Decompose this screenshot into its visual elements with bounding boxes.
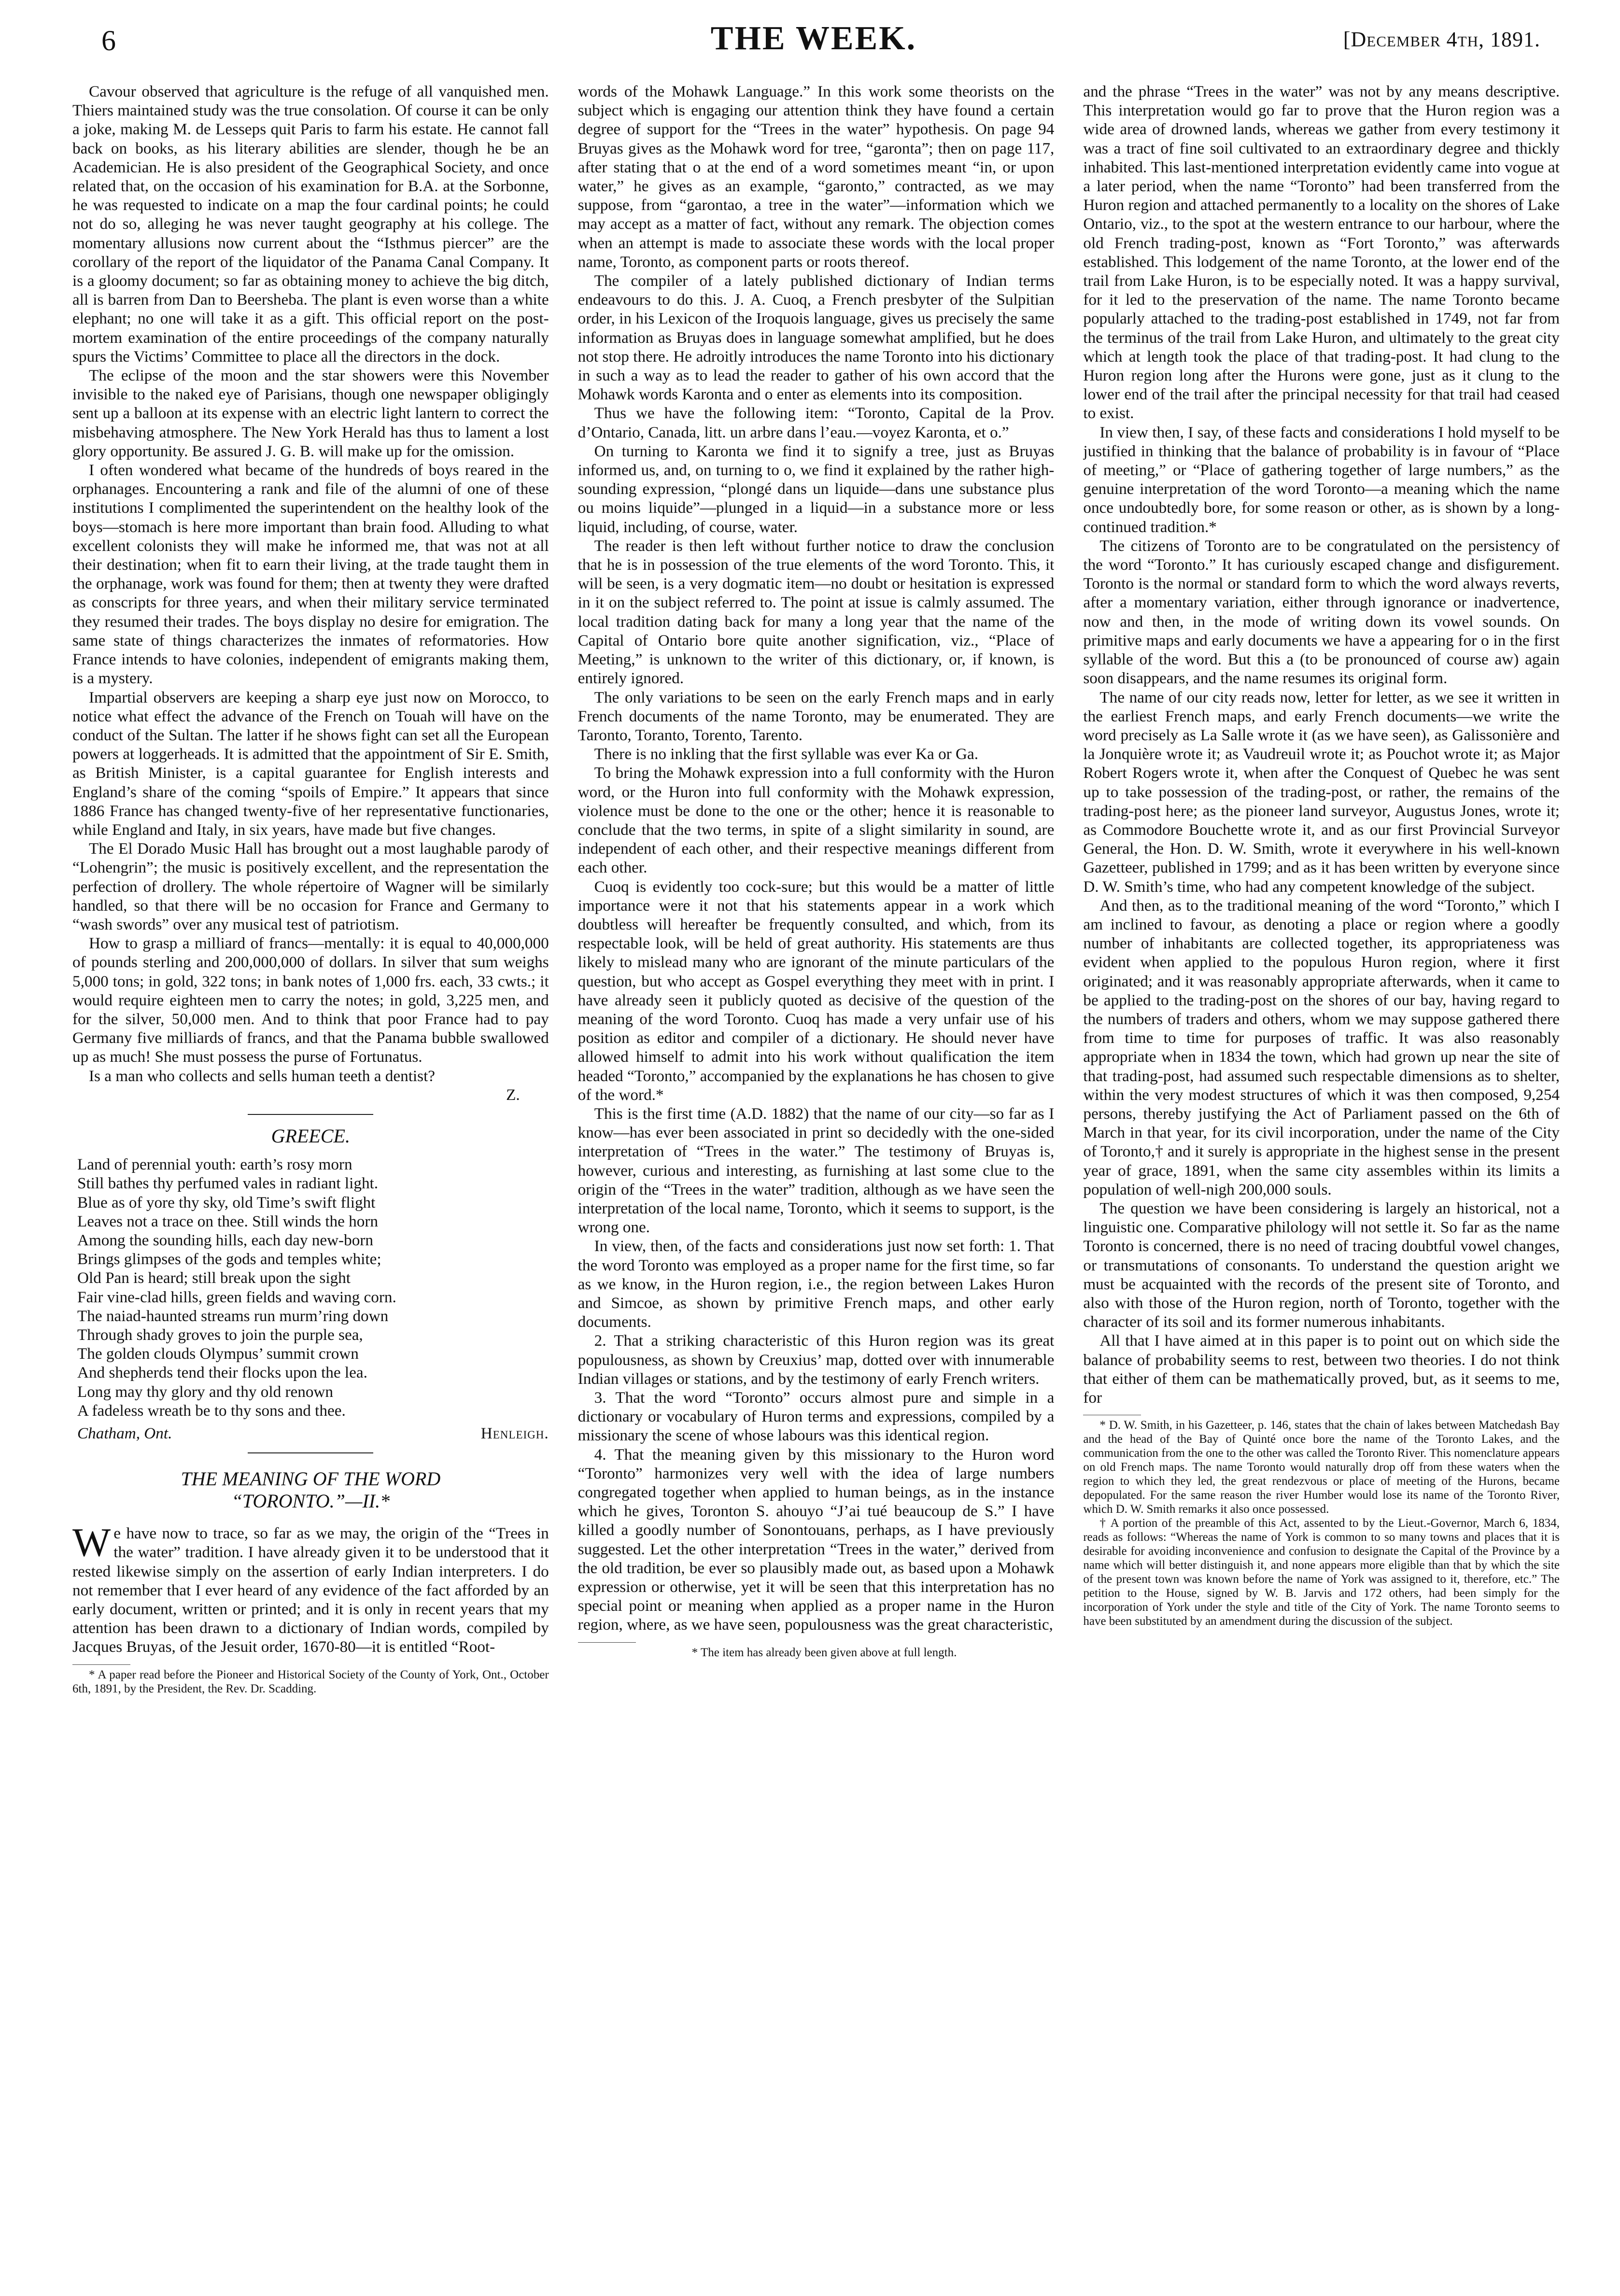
paragraph: and the phrase “Trees in the water” was not by any means descriptive. This interpretation would go far to prove that the Huron region was a wide area of drowned lands, whereas we gather from every testimony it was a tract of fine soil cultivated to an extraordinary degree and thickly inhabited. This last-mentioned interpretation evidently came into vogue at a later period, when the name “Toronto” had been transferred from the Huron region and attached permanently to a locality on the shores of Lake Ontario, viz., to the spot at the western entrance to our harbour, where the old French trading-post, known as “Fort Toronto,” was afterwards established. This lodgement of the name Toronto, at the lower end of the trail from Lake Huron, is to be especially noted. It was a happy survival, for it led to the preservation of the name. The name Toronto became popularly attached to the trading-post established in 1749, not far from the terminus of the trail from Lake Huron, and ultimately to the great city which at length took the place of that trading-post. It had clung to the Huron region long after the Hurons were gone, just as it clung to the lower end of the trail after the principal necessity for that trail had ceased to exist. <box>1083 83 1560 423</box>
issue-date: [December 4th, 1891. <box>1343 28 1540 51</box>
poem-line: Land of perennial youth: earth’s rosy morn <box>77 1155 352 1174</box>
paragraph: The compiler of a lately published dictionary of Indian terms endeavours to do this. J. A. Cuoq, a French presbyter of the Sulpitian order, in his Lexicon of the Iroquois language, gives us precisely the same information as Bruyas does in language somewhat amplified, but he does not stop there. He adroitly introduces the name Toronto into his dictionary in such a way as to lead the reader to gather of his own accord that the Mohawk words Karonta and o enter as elements into its composition. <box>578 272 1055 404</box>
paragraph: words of the Mohawk Language.” In this work some theorists on the subject which is engaging our attention think they have found a certain degree of support for the “Trees in the water” hypothesis. On page 94 Bruyas gives as the Mohawk word for tree, “garonta”; then on page 117, after stating that o at the end of a word sometimes meant “in, or upon water,” he gives as an example, “garonto,” contracted, as we may suppose, from “garontao, a tree in the water”—information which we may accept as a matter of fact, without any remark. The objection comes when an attempt is made to associate these words with the local proper name, Toronto, as component parts or roots thereof. <box>578 83 1055 271</box>
poem-line: Among the sounding hills, each day new-born <box>77 1231 373 1249</box>
masthead-title: THE WEEK. <box>710 20 917 57</box>
column-2 <box>578 82 1055 1696</box>
paragraph: The question we have been considering is largely an historical, not a linguistic one. Comparative philology will not settle it. So far as the name Toronto is concerned, there is no need of tracing doubtful vowel changes, or transmutations of consonants. To understand the question aright we must be acquainted with the records of the present site of Toronto, and also with those of the Huron region, north of Toronto, together with the character of its soil and its former numerous inhabitants. <box>1083 1199 1560 1331</box>
paragraph: To bring the Mohawk expression into a full conformity with the Huron word, or the Huron into full conformity with the Mohawk expression, violence must be done to the one or the other; hence it is reasonable to conclude that the two terms, in spite of a slight similarity in sound, are independent of each other, and their respective meanings different from each other. <box>578 764 1055 877</box>
essay-title-line: “TORONTO.”—II.* <box>231 1490 390 1512</box>
poem-author: Henleigh. <box>480 1424 549 1443</box>
paragraph: The name of our city reads now, letter for letter, as we see it written in the earliest French maps, and early French documents—we write the word precisely as La Salle wrote it (as we have seen), as Galissonière and la Jonquière wrote it; as Vaudreuil wrote it; as Pouchot wrote it; as Major Robert Rogers wrote it, when after the Conquest of Quebec he was sent up to take possession of the trading-post, or rather, the remains of the trading-post here; as the pioneer land surveyor, Augustus Jones, wrote it; as Commodore Bouchette wrote it, and as our first Provincial Surveyor General, the Hon. D. W. Smith, wrote it everywhere in his well-known Gazetteer, published in 1799; and as it has been written by everyone since D. W. Smith’s time, who had any competent knowledge of the subject. <box>1083 688 1560 896</box>
footnote: * The item has already been given above at full length. <box>691 1646 957 1659</box>
footnote-divider <box>578 1642 636 1643</box>
footnote: † A portion of the preamble of this Act, assented to by the Lieut.-Governor, March 6, 1834, reads as follows: “Whereas the name of York is common to so many towns and places that it is desirable for avoiding inconvenience and confusion to designate the Capital of the Province by a name which will better distinguish it, and none appears more eligible than that by which the site of the present town was known before the name of York was assigned to it, therefore, etc.” The petition to the House, signed by W. B. Jarvis and 172 others, had been simply for the incorporation of York under the style and title of the City of York. The name Toronto seems to have been substituted by an amendment during the discussion of the subject. <box>1083 1517 1560 1628</box>
essay-opening-paragraph: We have now to trace, so far as we may, the origin of the “Trees in the water” tradition. I have already given it to be understood that it rested likewise simply on the assertion of early Indian interpreters. I do not remember that I ever heard of any evidence of the fact afforded by an early document, written or printed; and it is only in recent years that my attention has been drawn to a dictionary of Indian words, compiled by Jacques Bruyas, of the Jesuit order, 1670-80—it is entitled “Root- <box>72 1520 549 1656</box>
poem-line: Long may thy glory and thy old renown <box>77 1382 333 1401</box>
poem-line: The naiad-haunted streams run murm’ring down <box>77 1307 389 1325</box>
paragraph: The only variations to be seen on the early French maps and in early French documents of the name Toronto, may be enumerated. They are Taronto, Toranto, Torento, Tarento. <box>578 688 1055 744</box>
poem-title: GREECE. <box>271 1125 350 1147</box>
poem-signature <box>72 1424 549 1443</box>
paragraph: 4. That the meaning given by this missionary to the Huron word “Toronto” harmonizes very well with the idea of large numbers congregated together when applied to human beings, as in the instance which he gives, Toronton S. ahouyo “J’ai tué beaucoup de S.” I have killed a goodly number of Sonontouans, perhaps, as I have previously suggested. Let the other interpretation “Trees in the water,” derived from the old tradition, be ever so plausibly made out, as based upon a Mohawk expression or otherwise, yet it will be seen that this interpretation has no special point or meaning when applied as a proper name in the Huron region, where, as we have seen, populousness was the great characteristic, <box>578 1445 1055 1634</box>
poem-line: Fair vine-clad hills, green fields and waving corn. <box>77 1288 396 1306</box>
footnote: * A paper read before the Pioneer and Historical Society of the County of York, Ont., October 6th, 1891, by the President, the Rev. Dr. Scadding. <box>72 1668 549 1695</box>
paragraph: The reader is then left without further notice to draw the conclusion that he is in possession of the true elements of the word Toronto. This, it will be seen, is a very dogmatic item—no doubt or hesitation is expressed in it on the subject referred to. The point at issue is calmly assumed. The local tradition dating back for many a long year that the name of the Capital of Ontario bore quite another signification, viz., “Place of Meeting,” is unknown to the writer of this dictionary, or, if known, is entirely ignored. <box>578 536 1055 688</box>
paragraph: This is the first time (A.D. 1882) that the name of our city—so far as I know—has ever been associated in print so decidedly with the one-sided interpretation of “Trees in the water.” The testimony of Bruyas is, however, curious and interesting, as furnishing at last some clue to the origin of the “Trees in the water” tradition, although as we have seen the interpretation of the local name, Toronto, which it seems to support, is the wrong one. <box>578 1104 1055 1237</box>
column-1 <box>72 82 549 1696</box>
page-number: 6 <box>101 25 116 56</box>
poem-line: Still bathes thy perfumed vales in radiant light. <box>77 1174 379 1193</box>
poem-line: Leaves not a trace on thee. Still winds the horn <box>77 1212 379 1230</box>
poem-body <box>72 1155 549 1420</box>
section-divider <box>248 1452 373 1453</box>
paragraph: The El Dorado Music Hall has brought out a most laughable parody of “Lohengrin”; the music is positively excellent, and the representation the perfection of drollery. The whole répertoire of Wagner will be similarly handled, so that there will be no occasion for France and Germany to “wash swords” over any musical test of patriotism. <box>72 840 549 933</box>
paragraph: All that I have aimed at in this paper is to point out on which side the balance of probability seems to rest, between two theories. I do not think that either of them can be mathematically proved, but, as it seems to me, for <box>1083 1332 1560 1407</box>
paragraph: Impartial observers are keeping a sharp eye just now on Morocco, to notice what effect the advance of the French on Touah will have on the conduct of the Sultan. The latter if he shows fight can set all the European powers at loggerheads. It is admitted that the appointment of Sir E. Smith, as British Minister, is a capital guarantee for English interests and England’s share of the coming “spoils of Empire.” It appears that since 1886 France has changed twenty-five of her representative functionaries, while England and Italy, in six years, have made but five changes. <box>72 688 549 839</box>
paragraph: How to grasp a milliard of francs—mentally: it is equal to 40,000,000 of pounds sterling and 200,000,000 of dollars. In silver that sum weighs 5,000 tons; in gold, 322 tons; in bank notes of 1,000 frs. each, 33 cwts.; it would require eighteen men to carry the notes; in gold, 3,225 men, and for the silver, 50,000 men. And to think that poor France had to pay Germany five milliards of francs, and that the Panama bubble swallowed up as much! She must possess the purse of Fortunatus. <box>72 934 549 1066</box>
paragraph: On turning to Karonta we find it to signify a tree, just as Bruyas informed us, and, on turning to o, we find it explained by the rather high-sounding expression, “plongé dans un liquide—dans une substance plus ou moins liquide”—plunged in a liquid—in a substance more or less liquid, including, of course, water. <box>578 442 1055 536</box>
poem-line: The golden clouds Olympus’ summit crown <box>77 1345 359 1363</box>
poem-line: And shepherds tend their flocks upon the lea. <box>77 1364 367 1382</box>
poem-line: Through shady groves to join the purple sea, <box>77 1326 363 1344</box>
poem-line: Old Pan is heard; still break upon the sight <box>77 1269 351 1287</box>
paragraph: Is a man who collects and sells human teeth a dentist? <box>89 1067 436 1085</box>
column-3 <box>1083 82 1560 1696</box>
poem-line: Brings glimpses of the gods and temples white; <box>77 1250 381 1268</box>
footnote-divider <box>72 1664 130 1665</box>
poem-place: Chatham, Ont. <box>77 1424 172 1443</box>
footnote: * D. W. Smith, in his Gazetteer, p. 146, states that the chain of lakes between Matchedash Bay and the head of the Bay of Quinté once bore the name of the Toronto Lakes, and the communication from the one to the other was called the Toronto River. This nomenclature appears on old French maps. The name Toronto would naturally drop off from these waters when the region to which they led, the great rendezvous or place of meeting of the Hurons, became depopulated. For the same reason the river Humber would lose its name of the Toronto River, which D. W. Smith remarks it also once possessed. <box>1083 1419 1560 1516</box>
paragraph: Cavour observed that agriculture is the refuge of all vanquished men. Thiers maintained study was the true consolation. Of course it can be only a joke, making M. de Lesseps quit Paris to farm his estate. He cannot fall back on books, as his literary abilities are slender, though he be an Academician. He is also president of the Geographical Society, and once related that, on the occasion of his examination for B.A. at the Sorbonne, he was requested to indicate on a map the four cardinal points; he could not do so, alleging he was never taught geography at his college. The momentary allusions now current about the “Isthmus piercer” are the corollary of the report of the liquidator of the Panama Canal Company. It is a gloomy document; so far as obtaining money to achieve the big ditch, all is barren from Dan to Beersheba. The plant is even worse than a white elephant; no one will take it as a gift. This official report on the post-mortem examination of the entire proceedings of the company naturally spurs the Victims’ Committee to place all the directors in the dock. <box>72 83 549 366</box>
paragraph: In view, then, of the facts and considerations just now set forth: 1. That the word Toronto was employed as a proper name for the first time, so far as we know, in the Huron region, i.e., the region between Lakes Huron and Simcoe, as shown by primitive French maps, and other early documents. <box>578 1237 1055 1331</box>
poem-line: Blue as of yore thy sky, old Time’s swift flight <box>77 1193 376 1211</box>
section-divider <box>248 1114 373 1115</box>
columns <box>72 82 1560 1696</box>
paragraph: The eclipse of the moon and the star showers were this November invisible to the naked eye of Parisians, though one newspaper obligingly sent up a balloon at its expense with an electric light lantern to correct the misbehaving atmosphere. The New York Herald has thus to lament a lost glory opportunity. Be assured J. G. B. will make up for the omission. <box>72 366 549 460</box>
essay-title-line: THE MEANING OF THE WORD <box>181 1468 441 1490</box>
essay-title <box>72 1468 549 1512</box>
paragraph: And then, as to the traditional meaning of the word “Toronto,” which I am inclined to favour, as denoting a place or region where a goodly number of inhabitants are collected together, its appropriateness was evident when applied to the populous Huron region, where it first originated; and it was reasonably appropriate afterwards, when it came to be applied to the trading-post on the shores of our bay, having regard to the numbers of traders and others, whom we may suppose gathered there from time to time for purposes of traffic. It was also reasonably appropriate when in 1834 the town, which had grown up near the site of that trading-post, had assumed such respectable dimensions as to shelter, within the very modest structures of which it was then composed, 9,254 persons, thereby justifying the Act of Parliament passed on the 6th of March in that year, for its civil incorporation, under the name of the City of Toronto,† and it surely is appropriate in the highest sense in the present year of grace, 1891, when the same city assembles within its limits a population of well-nigh 200,000 souls. <box>1083 896 1560 1198</box>
paragraph: I often wondered what became of the hundreds of boys reared in the orphanages. Encountering a rank and file of the alumni of one of these institutions I complimented the superintendent on the healthy look of the boys—stomach is here more important than brain food. Alluding to what excellent colonists they will make he informed me, that was not at all their destination; when fit to earn their living, at the trade taught them in the orphanage, work was found for them; then at twenty they were drafted as conscripts for three years, and when their military service terminated they resumed their trades. The boys display no desire for emigration. The same state of things characterizes the inmates of reformatories. How France intends to have colonies, independent of emigrants making them, is a mystery. <box>72 461 549 688</box>
paragraph: 3. That the word “Toronto” occurs almost pure and simple in a dictionary or vocabulary of Huron terms and expressions, compiled by a missionary the scene of whose labours was this identical region. <box>578 1389 1055 1445</box>
paragraph: In view then, I say, of these facts and considerations I hold myself to be justified in thinking that the balance of probability is in favour of “Place of meeting,” or “Place of gathering together of large numbers,” as the genuine interpretation of the word Toronto—a meaning which the name once undoubtedly bore, for some reason or other, as is shown by a long-continued tradition.* <box>1083 423 1560 536</box>
poem-line: A fadeless wreath be to thy sons and thee. <box>77 1401 346 1420</box>
paragraph: The citizens of Toronto are to be congratulated on the persistency of the word “Toronto.” It has curiously escaped change and disfigurement. Toronto is the normal or standard form to which the word always reverts, after a momentary variation, either through ignorance or inadvertence, now and then, in the mode of writing down its vowel sounds. On primitive maps and early documents we have a appearing for o in the first syllable of the word. But this a (to be pronounced of course aw) again soon disappears, and the name resumes its original form. <box>1083 536 1560 688</box>
page-header <box>58 10 1569 77</box>
paragraph: 2. That a striking characteristic of this Huron region was its great populousness, as shown by Creuxius’ map, dotted over with innumerable Indian villages or stations, and by the testimony of early French writers. <box>578 1332 1055 1388</box>
paragraph: Thus we have the following item: “Toronto, Capital de la Prov. d’Ontario, Canada, litt. un arbre dans l’eau.—voyez Karonta, et o.” <box>578 404 1055 441</box>
paragraph: Cuoq is evidently too cock-sure; but this would be a matter of little importance were it not that his statements appear in a work which doubtless will hereafter be frequently consulted, and which, from its respectable look, will be held of great authority. His statements are thus likely to mislead many who are ignorant of the minute particulars of the question, but who accept as Gospel everything they meet with in print. I have already seen it publicly quoted as decisive of the question of the meaning of the word Toronto. Cuoq has made a very unfair use of his position as editor and compiler of a dictionary. He should never have allowed himself to admit into his work without qualification the item headed “Toronto,” accompanied by the explanations he has chosen to give of the word.* <box>578 877 1055 1104</box>
paragraph: There is no inkling that the first syllable was ever Ka or Ga. <box>594 745 979 763</box>
letter-signature: Z. <box>506 1085 520 1104</box>
newspaper-page <box>58 10 1569 2279</box>
